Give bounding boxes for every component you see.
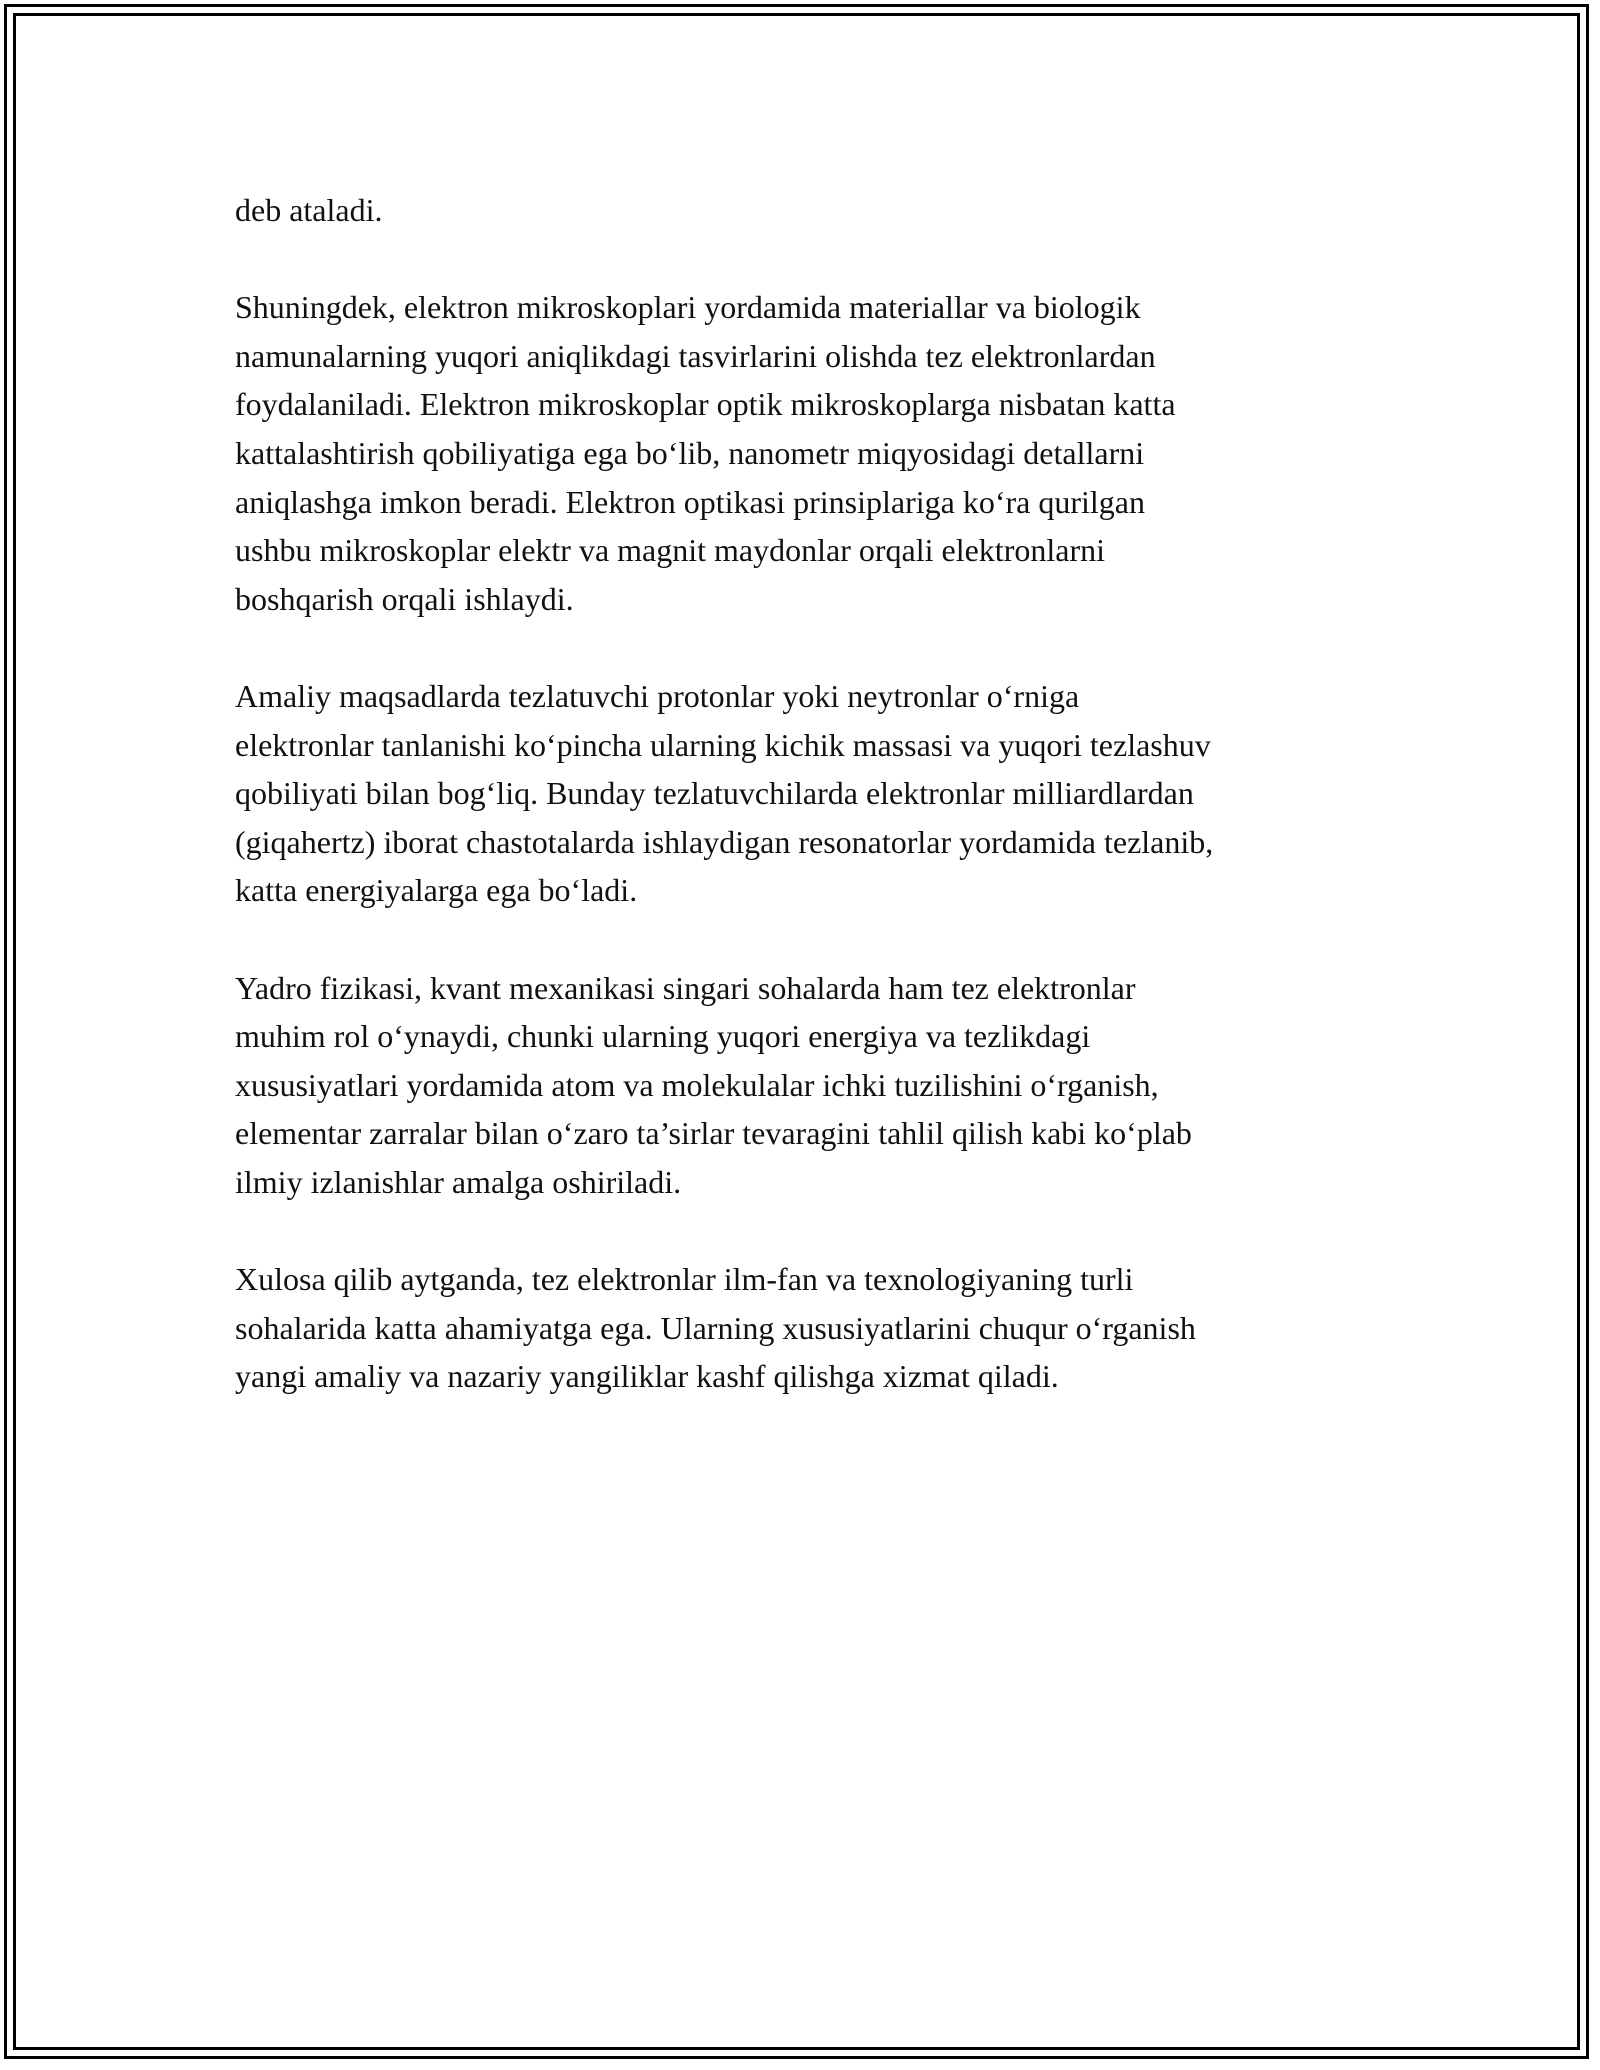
document-body	[235, 186, 1375, 1401]
paragraph-accelerators: Amaliy maqsadlarda tezlatuvchi protonlar yoki neytronlar o‘rniga elektronlar tanlanishi ko‘pincha ularning kichik massasi va yuqori tezlashuv qobiliyati bilan bog‘liq. Bunday tezlatuvchilarda elektronlar milliardlardan (giqahertz) iborat chastotalarda ishlaydigan resonatorlar yordamida tezlanib, katta energiyalarga ega bo‘ladi.	[235, 677, 1214, 909]
paragraph-conclusion: Xulosa qilib aytganda, tez elektronlar ilm-fan va texnologiyaning turli sohalarida katta ahamiyatga ega. Ularning xususiyatlarini chuqur o‘rganish yangi amaliy va nazariy yangiliklar kashf qilishga xizmat qiladi.	[235, 1261, 1196, 1395]
paragraph-nuclear-physics: Yadro fizikasi, kvant mexanikasi singari sohalarda ham tez elektronlar muhim rol o‘ynaydi, chunki ularning yuqori energiya va tezlikdagi xususiyatlari yordamida atom va molekulalar ichki tuzilishini o‘rganish, elementar zarralar bilan o‘zaro ta’sirlar tevaragini tahlil qilish kabi ko‘plab ilmiy izlanishlar amalga oshiriladi.	[235, 969, 1192, 1200]
paragraph-continuation: deb ataladi.	[235, 192, 383, 228]
paragraph-electron-microscopes: Shuningdek, elektron mikroskoplari yordamida materiallar va biologik namunalarning yuqori aniqlikdagi tasvirlarini olishda tez elektronlardan foydalaniladi. Elektron mikroskoplar optik mikroskoplarga nisbatan katta kattalashtirish qobiliyatiga ega bo‘lib, nanometr miqyosidagi detallarni aniqlashga imkon beradi. Elektron optikasi prinsiplariga ko‘ra qurilgan ushbu mikroskoplar elektr va magnit maydonlar orqali elektronlarni boshqarish orqali ishlaydi.	[235, 289, 1176, 617]
